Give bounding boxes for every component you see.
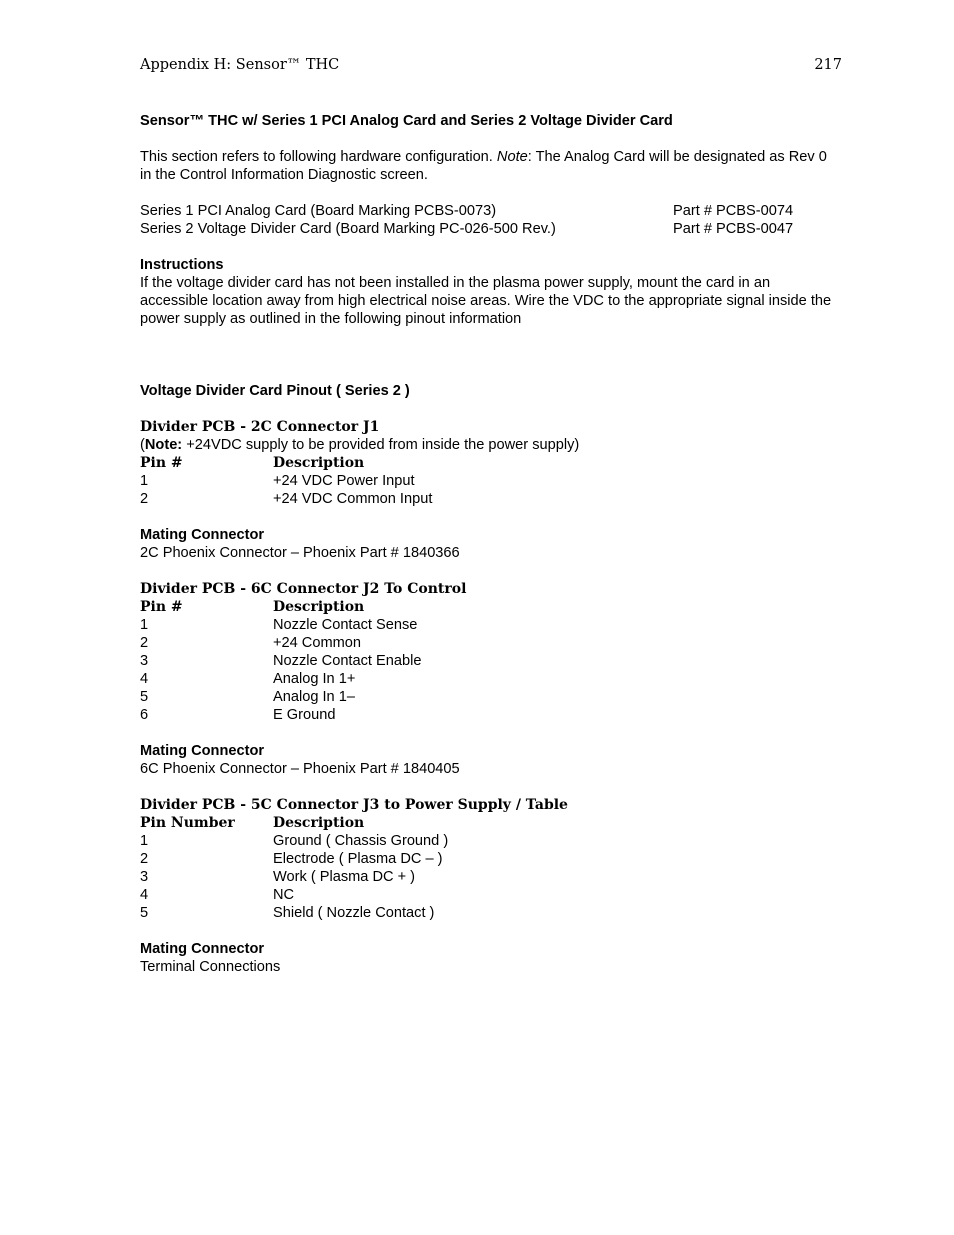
hardware-row bbox=[140, 220, 842, 238]
j1-heading: Divider PCB - 2C Connector J1 bbox=[140, 419, 380, 435]
j1-note bbox=[140, 436, 842, 454]
pin-description: Nozzle Contact Enable bbox=[273, 653, 422, 669]
j1-mating-heading: Mating Connector bbox=[140, 527, 265, 543]
intro-note-text: : The Analog Card will be designated as Rev 0 in the Control Information Diagnostic screen. bbox=[140, 149, 827, 183]
table-row bbox=[140, 670, 842, 688]
pin-number: 1 bbox=[140, 617, 149, 633]
pin-description: Analog In 1+ bbox=[273, 671, 356, 687]
table-row bbox=[140, 904, 842, 922]
intro-text: This section refers to following hardware configuration. bbox=[140, 149, 497, 165]
page-number: 217 bbox=[814, 57, 842, 73]
pin-description: Shield ( Nozzle Contact ) bbox=[273, 905, 435, 921]
j1-table-header bbox=[140, 454, 842, 472]
table-row bbox=[140, 688, 842, 706]
pin-description: +24 VDC Power Input bbox=[273, 473, 415, 489]
table-row bbox=[140, 832, 842, 850]
j3-col-desc: Description bbox=[273, 815, 365, 831]
hardware-part: Part # PCBS-0074 bbox=[673, 203, 794, 219]
table-row bbox=[140, 490, 842, 508]
section-title: Sensor™ THC w/ Series 1 PCI Analog Card and Series 2 Voltage Divider Card bbox=[140, 113, 673, 129]
pin-number: 4 bbox=[140, 671, 149, 687]
intro-note-label: Note bbox=[496, 149, 528, 165]
pin-description: Ground ( Chassis Ground ) bbox=[273, 833, 449, 849]
table-row bbox=[140, 634, 842, 652]
j1-col-pin: Pin # bbox=[140, 455, 183, 471]
j3-table-header bbox=[140, 814, 842, 832]
table-row bbox=[140, 850, 842, 868]
j1-note-open: ( bbox=[140, 437, 145, 453]
pin-number: 6 bbox=[140, 707, 149, 723]
pin-description: NC bbox=[273, 887, 295, 903]
pin-number: 1 bbox=[140, 833, 149, 849]
table-row bbox=[140, 472, 842, 490]
table-row bbox=[140, 652, 842, 670]
pin-description: Electrode ( Plasma DC – ) bbox=[273, 851, 443, 867]
pin-number: 5 bbox=[140, 689, 149, 705]
pin-description: +24 Common bbox=[273, 635, 362, 651]
j2-mating-heading: Mating Connector bbox=[140, 743, 265, 759]
pin-number: 3 bbox=[140, 869, 149, 885]
j1-note-text: +24VDC supply to be provided from inside the power supply) bbox=[182, 437, 580, 453]
j1-note-label: Note: bbox=[144, 437, 183, 453]
j1-col-desc: Description bbox=[273, 455, 365, 471]
j2-table-header bbox=[140, 598, 842, 616]
j2-heading: Divider PCB - 6C Connector J2 To Control bbox=[140, 581, 467, 597]
hardware-part: Part # PCBS-0047 bbox=[673, 221, 794, 237]
instructions-text: If the voltage divider card has not been installed in the plasma power supply, mount the card in an accessible location away from high electrical noise areas. Wire the VDC to the appropriate signal inside the power supply as outlined in the following pinout information bbox=[140, 275, 832, 327]
pin-number: 5 bbox=[140, 905, 149, 921]
table-row bbox=[140, 616, 842, 634]
table-row bbox=[140, 886, 842, 904]
table-row bbox=[140, 868, 842, 886]
table-row bbox=[140, 706, 842, 724]
pin-description: Work ( Plasma DC + ) bbox=[273, 869, 416, 885]
pin-number: 3 bbox=[140, 653, 149, 669]
pin-number: 2 bbox=[140, 491, 149, 507]
pin-number: 2 bbox=[140, 635, 149, 651]
instructions-heading: Instructions bbox=[140, 257, 224, 273]
page-header bbox=[140, 57, 842, 77]
pinout-heading: Voltage Divider Card Pinout ( Series 2 ) bbox=[140, 383, 410, 399]
intro-paragraph bbox=[140, 148, 842, 184]
header-title: Appendix H: Sensor™ THC bbox=[140, 57, 340, 73]
j3-mating-heading: Mating Connector bbox=[140, 941, 265, 957]
pin-description: Analog In 1– bbox=[273, 689, 355, 705]
j2-mating-text: 6C Phoenix Connector – Phoenix Part # 1840405 bbox=[140, 761, 460, 777]
j3-mating-text: Terminal Connections bbox=[140, 959, 281, 975]
j3-heading: Divider PCB - 5C Connector J3 to Power Supply / Table bbox=[140, 797, 568, 813]
j2-col-desc: Description bbox=[273, 599, 365, 615]
hardware-name: Series 1 PCI Analog Card (Board Marking PCBS-0073) bbox=[140, 203, 497, 219]
j2-col-pin: Pin # bbox=[140, 599, 183, 615]
pin-number: 4 bbox=[140, 887, 149, 903]
hardware-row bbox=[140, 202, 842, 220]
pin-description: +24 VDC Common Input bbox=[273, 491, 433, 507]
hardware-name: Series 2 Voltage Divider Card (Board Marking PC-026-500 Rev.) bbox=[140, 221, 556, 237]
pin-description: Nozzle Contact Sense bbox=[273, 617, 418, 633]
pin-description: E Ground bbox=[273, 707, 336, 723]
pin-number: 2 bbox=[140, 851, 149, 867]
j1-mating-text: 2C Phoenix Connector – Phoenix Part # 1840366 bbox=[140, 545, 460, 561]
j3-col-pin: Pin Number bbox=[140, 815, 235, 831]
page-content bbox=[140, 112, 842, 976]
pin-number: 1 bbox=[140, 473, 149, 489]
